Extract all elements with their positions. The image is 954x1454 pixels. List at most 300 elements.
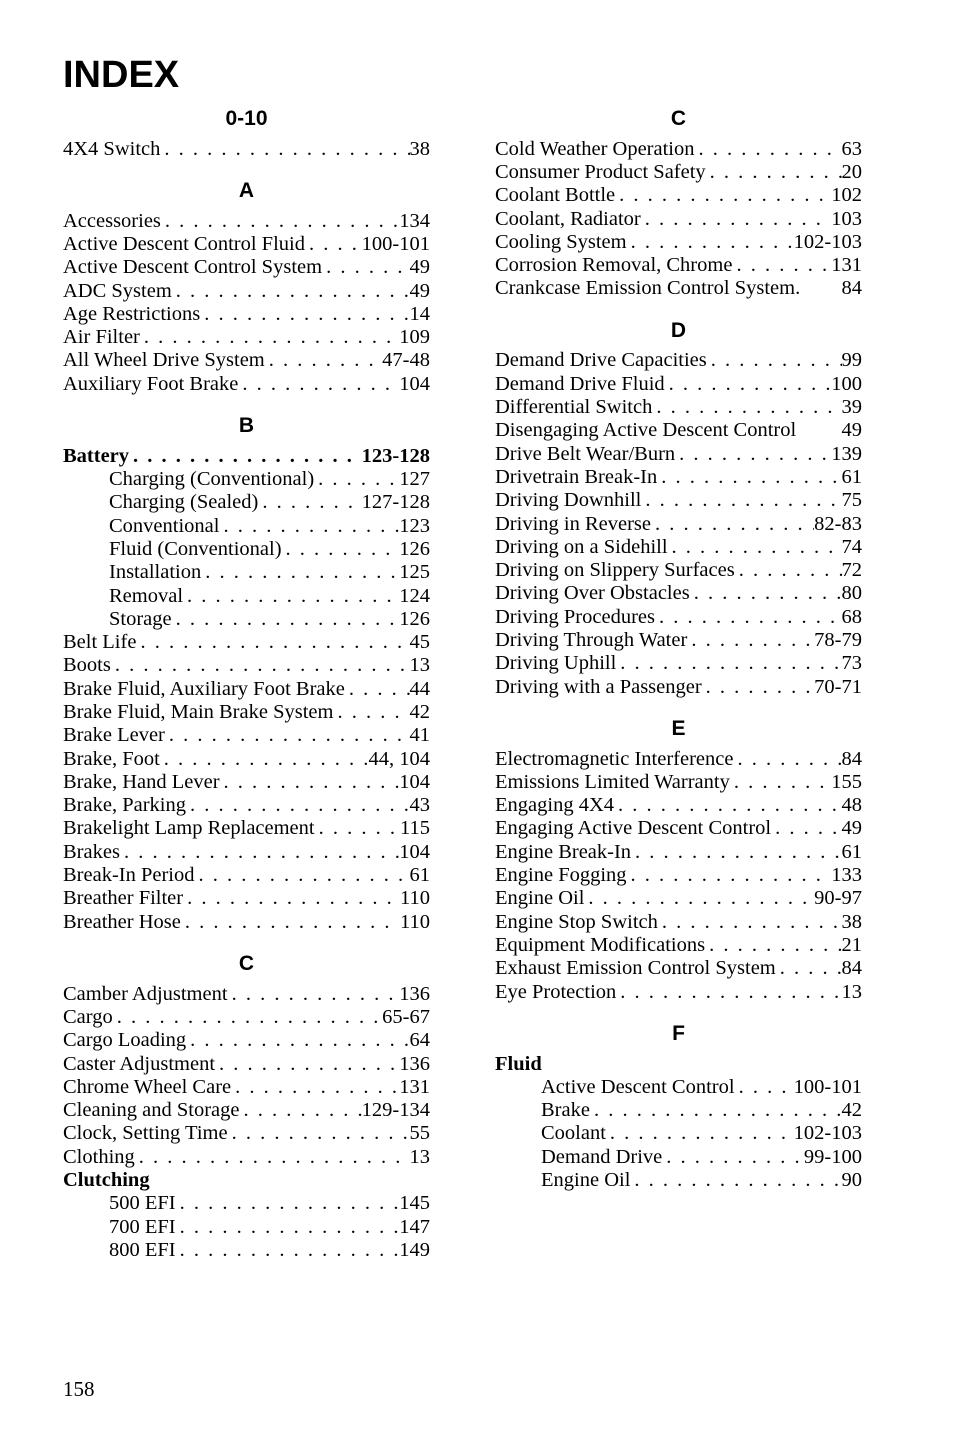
entry-label: Engaging 4X4: [495, 794, 614, 817]
section-heading: 0-10: [225, 107, 268, 130]
entry-page: 136: [399, 982, 430, 1005]
entry-label: Clothing: [63, 1145, 135, 1168]
index-entry: [63, 864, 430, 887]
index-entry: [495, 161, 862, 184]
index-entry: [63, 887, 430, 910]
dot-leader: [305, 233, 362, 256]
index-section: [495, 711, 862, 1004]
entry-label: Engine Oil: [495, 887, 585, 910]
section-heading: A: [238, 178, 255, 202]
index-entry: [63, 678, 430, 701]
dot-leader: [150, 1169, 430, 1192]
index-entry: [495, 208, 862, 231]
entry-page: 90-97: [814, 887, 862, 910]
entry-label: Boots: [63, 654, 111, 677]
dot-leader: [616, 652, 841, 675]
entry-label: All Wheel Drive System: [63, 349, 265, 372]
dot-leader: [735, 559, 842, 582]
entry-label: Removal: [109, 584, 184, 607]
dot-leader: [733, 748, 841, 771]
index-column-right: [495, 101, 862, 1192]
index-entry: [495, 652, 862, 675]
index-subentry: [495, 1169, 862, 1192]
entry-label: Active Descent Control: [541, 1075, 735, 1098]
index-column-left: [63, 101, 430, 1262]
index-entry: [495, 396, 862, 419]
dot-leader: [135, 1146, 410, 1169]
entry-page: 100-101: [361, 232, 430, 255]
index-entry: [495, 489, 862, 512]
index-entry: [495, 373, 862, 396]
dot-leader: [186, 1029, 409, 1052]
entry-label: Engine Fogging: [495, 864, 627, 887]
entry-label: Consumer Product Safety: [495, 160, 706, 183]
entry-page: 48: [841, 794, 862, 817]
dot-leader: [690, 582, 842, 605]
entry-label: Cold Weather Operation: [495, 137, 695, 160]
entry-page: 109: [399, 326, 430, 349]
dot-leader: [730, 771, 831, 794]
index-entry: [63, 1006, 430, 1029]
entry-label: Air Filter: [63, 326, 140, 349]
entry-label: Caster Adjustment: [63, 1052, 216, 1075]
entry-page: 147: [399, 1215, 430, 1238]
entry-label: Driving on Slippery Surfaces: [495, 559, 735, 582]
entry-page: 127: [399, 468, 430, 491]
index-entry: [63, 1053, 430, 1076]
entry-label: Driving Through Water: [495, 629, 688, 652]
dot-leader: [219, 515, 399, 538]
index-entry: [63, 724, 430, 747]
entry-page: 49: [409, 256, 430, 279]
entry-label: Chrome Wheel Care: [63, 1075, 232, 1098]
entry-page: 44: [409, 677, 430, 700]
entry-label: Brake: [541, 1099, 590, 1122]
entry-label: Cargo Loading: [63, 1029, 187, 1052]
index-subentry: [495, 1099, 862, 1122]
index-entry: [495, 676, 862, 699]
index-entry: [495, 1053, 862, 1076]
entry-label: Battery: [63, 444, 130, 467]
index-entry: [495, 231, 862, 254]
dot-leader: [200, 303, 409, 326]
dot-leader: [333, 701, 409, 724]
entry-label: Drivetrain Break-In: [495, 465, 658, 488]
entry-page: 123-128: [361, 444, 430, 467]
entry-label: Driving in Reverse: [495, 512, 651, 535]
entry-page: 43: [409, 794, 430, 817]
entry-label: Breather Hose: [63, 910, 181, 933]
index-entry: [495, 606, 862, 629]
section-heading: E: [671, 716, 686, 740]
index-entry: [495, 794, 862, 817]
dot-leader: [706, 161, 842, 184]
entry-label: Fluid (Conventional): [109, 537, 282, 560]
entry-page: 65-67: [382, 1005, 430, 1028]
index-entry: [63, 1029, 430, 1052]
entry-label: Coolant, Radiator: [495, 207, 641, 230]
entry-label: Driving on a Sidehill: [495, 535, 668, 558]
entry-label: Disengaging Active Descent Control: [495, 419, 797, 442]
entry-page: 70-71: [814, 675, 862, 698]
entry-page: 72: [841, 559, 862, 582]
index-section: [63, 101, 430, 161]
entry-label: 800 EFI: [109, 1238, 176, 1261]
index-entry: [63, 911, 430, 934]
dot-leader: [590, 1099, 842, 1122]
index-entry: [63, 210, 430, 233]
entry-page: 78-79: [814, 629, 862, 652]
entry-label: 700 EFI: [109, 1215, 176, 1238]
index-section: [495, 313, 862, 699]
dot-leader: [140, 326, 399, 349]
index-entry: [63, 817, 430, 840]
entry-label: Engine Oil: [541, 1169, 631, 1192]
entry-page: 80: [841, 582, 862, 605]
index-subentry: [63, 1216, 430, 1239]
dot-leader: [314, 468, 399, 491]
entry-page: 110: [400, 887, 430, 910]
index-subentry: [63, 1192, 430, 1215]
dot-leader: [641, 208, 831, 231]
entry-page: 100: [831, 372, 862, 395]
entry-page: 126: [399, 607, 430, 630]
dot-leader: [695, 138, 842, 161]
index-section: [63, 173, 430, 396]
entry-page: 102-103: [793, 1122, 862, 1145]
index-entry: [495, 629, 862, 652]
entry-label: Cooling System: [495, 230, 627, 253]
entry-page: 126: [399, 537, 430, 560]
dot-leader: [668, 536, 842, 559]
section-heading: B: [238, 414, 255, 438]
index-section: [495, 101, 862, 301]
dot-leader: [161, 210, 399, 233]
entry-label: Conventional: [109, 514, 220, 537]
entry-label: ADC System: [63, 279, 172, 302]
dot-leader: [614, 794, 842, 817]
entry-label: Brake, Hand Lever: [63, 770, 220, 793]
dot-leader: [627, 864, 832, 887]
entry-label: Camber Adjustment: [63, 982, 228, 1005]
dot-leader: [129, 445, 362, 468]
entry-page: 84: [841, 277, 862, 300]
index-entry: [63, 326, 430, 349]
entry-page: 42: [409, 701, 430, 723]
dot-leader: [172, 608, 400, 631]
index-entry: [63, 701, 430, 724]
entry-page: 102: [831, 184, 862, 207]
entry-label: Brake Fluid, Main Brake System: [63, 701, 334, 723]
entry-page: 38: [841, 910, 862, 933]
dot-leader: [165, 724, 410, 747]
entry-page: 100-101: [793, 1075, 862, 1098]
entry-page: 90: [841, 1169, 862, 1192]
section-heading: C: [238, 951, 255, 975]
entry-page: 84: [841, 957, 862, 980]
dot-leader: [657, 466, 841, 489]
dot-leader: [655, 606, 842, 629]
index-subentry: [63, 538, 430, 561]
entry-label: Eye Protection: [495, 980, 617, 1003]
entry-label: Exhaust Emission Control System: [495, 957, 776, 980]
dot-leader: [630, 1169, 841, 1192]
entry-page: 13: [409, 654, 430, 677]
entry-page: 13: [841, 980, 862, 1003]
index-entry: [495, 559, 862, 582]
index-entry: [495, 254, 862, 277]
index-entry: [63, 794, 430, 817]
entry-label: Corrosion Removal, Chrome: [495, 254, 733, 277]
entry-label: Demand Drive: [541, 1145, 663, 1168]
index-subentry: [63, 491, 430, 514]
entry-label: Differential Switch: [495, 396, 653, 419]
entry-page: 104: [399, 770, 430, 793]
entry-label: Equipment Modifications: [495, 933, 706, 956]
entry-page: 131: [399, 1075, 430, 1098]
entry-page: 129-134: [361, 1099, 430, 1122]
entry-page: 131: [831, 254, 862, 277]
index-entry: [63, 256, 430, 279]
dot-leader: [584, 887, 814, 910]
dot-leader: [265, 349, 382, 372]
entry-page: 49: [409, 279, 430, 302]
index-entry: [63, 1146, 430, 1169]
dot-leader: [120, 841, 399, 864]
entry-label: Electromagnetic Interference: [495, 747, 734, 770]
dot-leader: [282, 538, 400, 561]
index-entry: [63, 349, 430, 372]
index-entry: [63, 373, 430, 396]
index-subentry: [63, 515, 430, 538]
entry-label: Fluid: [495, 1052, 542, 1075]
index-entry: [63, 654, 430, 677]
entry-label: Engine Stop Switch: [495, 910, 658, 933]
dot-leader: [707, 349, 842, 372]
dot-leader: [771, 817, 841, 840]
index-section: [63, 408, 430, 934]
dot-leader: [183, 585, 399, 608]
index-subentry: [495, 1122, 862, 1145]
entry-label: Charging (Conventional): [109, 468, 315, 491]
index-entry: [495, 957, 862, 980]
dot-leader: [111, 654, 410, 677]
dot-leader: [675, 443, 831, 466]
index-entry: [495, 277, 862, 300]
dot-leader: [183, 887, 400, 910]
dot-leader: [732, 254, 831, 277]
entry-page: 133: [831, 864, 862, 887]
dot-leader: [186, 794, 410, 817]
dot-leader: [113, 1006, 382, 1029]
entry-label: Engaging Active Descent Control: [495, 817, 772, 840]
index-entry: [495, 887, 862, 910]
dot-leader: [641, 489, 841, 512]
dot-leader: [631, 841, 841, 864]
index-entry: [495, 582, 862, 605]
dot-leader: [687, 629, 814, 652]
entry-page: 104: [399, 372, 430, 395]
page-number: 158: [63, 1377, 95, 1401]
index-entry: [63, 138, 430, 161]
entry-page: 64: [409, 1029, 430, 1052]
dot-leader: [776, 957, 842, 980]
entry-page: 99: [841, 349, 862, 372]
entry-label: Clutching: [63, 1169, 150, 1192]
entry-page: 99-100: [803, 1145, 862, 1168]
index-entry: [63, 303, 430, 326]
index-entry: [63, 1169, 430, 1192]
entry-label: Demand Drive Capacities: [495, 349, 707, 372]
dot-leader: [238, 373, 399, 396]
entry-label: Coolant Bottle: [495, 184, 616, 207]
entry-page: 139: [831, 442, 862, 465]
dot-leader: [615, 184, 831, 207]
entry-label: Drive Belt Wear/Burn: [495, 442, 676, 465]
index-entry: [495, 466, 862, 489]
dot-leader: [160, 138, 409, 161]
entry-page: 115: [400, 817, 430, 840]
index-entry: [495, 817, 862, 840]
page-title: INDEX: [63, 54, 180, 96]
index-entry: [63, 631, 430, 654]
dot-leader: [220, 771, 400, 794]
entry-page: 41: [409, 724, 430, 747]
entry-page: 155: [831, 770, 862, 793]
section-heading: D: [670, 318, 687, 342]
entry-page: 38: [409, 137, 430, 160]
index-subentry: [63, 468, 430, 491]
entry-page: 104: [399, 840, 430, 863]
dot-leader: [136, 631, 409, 654]
entry-label: Driving Downhill: [495, 489, 642, 512]
entry-label: Belt Life: [63, 631, 137, 654]
entry-label: Emissions Limited Warranty: [495, 770, 730, 793]
entry-page: 136: [399, 1052, 430, 1075]
index-entry: [495, 419, 862, 442]
section-heading: F: [672, 1021, 685, 1045]
entry-label: 500 EFI: [109, 1192, 176, 1215]
entry-page: 45: [409, 631, 430, 654]
index-entry: [495, 841, 862, 864]
index-entry: [495, 513, 862, 536]
entry-page: 13: [409, 1145, 430, 1168]
index-entry: [63, 1099, 430, 1122]
entry-label: Clock, Setting Time: [63, 1122, 228, 1145]
entry-label: Driving Uphill: [495, 652, 617, 675]
entry-label: Brakes: [63, 840, 120, 863]
entry-label: Driving Procedures: [495, 605, 655, 628]
entry-page: 110: [400, 910, 430, 933]
entry-page: 61: [409, 864, 430, 887]
index-entry: [495, 349, 862, 372]
entry-label: Driving Over Obstacles: [495, 582, 690, 605]
entry-page: 55: [409, 1122, 430, 1145]
entry-page: 149: [399, 1238, 430, 1261]
entry-label: Brakelight Lamp Replacement: [63, 817, 315, 840]
index-entry: [495, 911, 862, 934]
dot-leader: [735, 1076, 794, 1099]
entry-page: 134: [399, 209, 430, 232]
index-section: [63, 946, 430, 1262]
dot-leader: [172, 280, 410, 303]
entry-page: 127-128: [361, 491, 430, 514]
dot-leader: [651, 513, 814, 536]
index-entry: [63, 445, 430, 468]
dot-leader: [231, 1076, 399, 1099]
entry-label: Age Restrictions: [63, 302, 201, 325]
entry-page: 21: [841, 933, 862, 956]
entry-page: 103: [831, 207, 862, 230]
index-entry: [495, 864, 862, 887]
entry-page: 125: [399, 561, 430, 584]
index-entry: [63, 280, 430, 303]
dot-leader: [616, 981, 841, 1004]
entry-page: 49: [841, 419, 862, 442]
dot-leader: [315, 817, 400, 840]
dot-leader: [542, 1053, 862, 1076]
entry-page: 74: [841, 535, 862, 558]
entry-label: Break-In Period: [63, 864, 195, 887]
index-section: [495, 1016, 862, 1192]
index-entry: [63, 841, 430, 864]
entry-label: Cargo: [63, 1005, 113, 1028]
index-entry: [63, 233, 430, 256]
entry-label: Cleaning and Storage: [63, 1099, 240, 1122]
entry-page: 68: [841, 605, 862, 628]
entry-page: 49: [841, 817, 862, 840]
entry-label: Auxiliary Foot Brake: [63, 372, 239, 395]
entry-page: 84: [841, 747, 862, 770]
dot-leader: [322, 256, 409, 279]
entry-page: 20: [841, 160, 862, 183]
dot-leader: [228, 983, 400, 1006]
entry-page: 123: [399, 514, 430, 537]
dot-leader: [239, 1099, 361, 1122]
entry-label: 4X4 Switch: [63, 137, 161, 160]
entry-label: Installation: [109, 561, 202, 584]
index-subentry: [63, 608, 430, 631]
entry-label: Brake, Foot: [63, 747, 160, 770]
index-entry: [63, 748, 430, 771]
dot-leader: [658, 911, 842, 934]
dot-leader: [195, 864, 410, 887]
dot-leader: [176, 1216, 400, 1239]
dot-leader: [258, 491, 361, 514]
entry-label: Demand Drive Fluid: [495, 372, 665, 395]
entry-label: Active Descent Control Fluid: [63, 232, 305, 255]
dot-leader: [796, 419, 841, 442]
dot-leader: [800, 277, 841, 300]
index-subentry: [495, 1076, 862, 1099]
dot-leader: [627, 231, 794, 254]
index-entry: [495, 748, 862, 771]
entry-label: Crankcase Emission Control System.: [495, 277, 801, 300]
entry-page: 14: [409, 302, 430, 325]
entry-label: Brake, Parking: [63, 794, 186, 817]
index-entry: [63, 983, 430, 1006]
entry-page: 102-103: [793, 230, 862, 253]
dot-leader: [606, 1122, 794, 1145]
index-entry: [495, 184, 862, 207]
dot-leader: [705, 934, 841, 957]
entry-page: 39: [841, 396, 862, 419]
index-entry: [63, 1076, 430, 1099]
index-entry: [495, 138, 862, 161]
entry-label: Brake Lever: [63, 724, 165, 747]
entry-page: 73: [841, 652, 862, 675]
dot-leader: [652, 396, 841, 419]
